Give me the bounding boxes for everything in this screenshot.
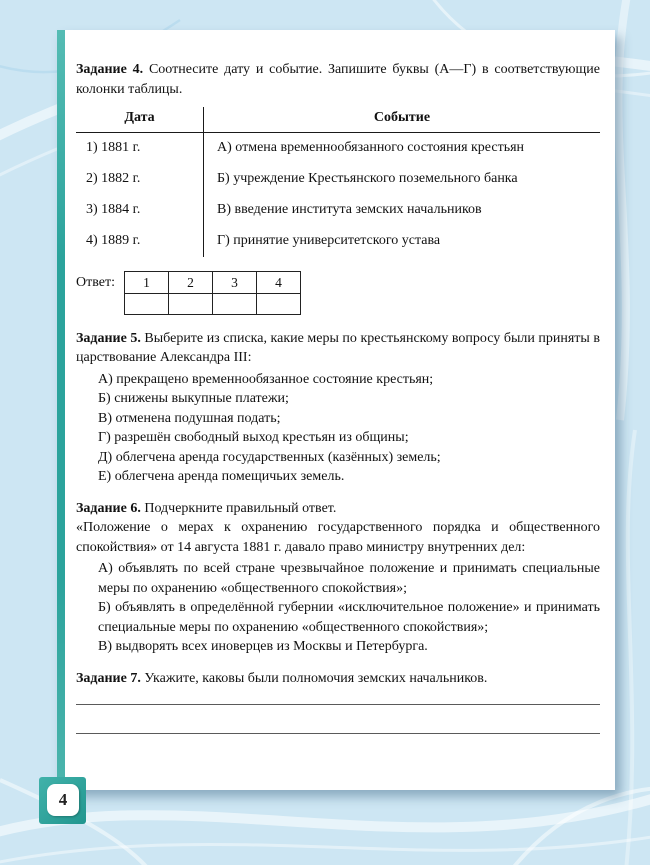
column-header-date: Дата <box>76 107 204 133</box>
answer-label: Ответ: <box>76 274 115 290</box>
answer-col-number: 3 <box>212 271 256 293</box>
page-content <box>65 30 615 790</box>
task4-title: Задание 4. <box>76 62 144 77</box>
task4-match-table <box>76 107 600 257</box>
option-item: Д) облегчена аренда государственных (казённых) земель; <box>98 449 441 465</box>
task5-options <box>76 370 600 487</box>
column-header-event: Событие <box>204 107 600 133</box>
workbook-page <box>57 30 615 790</box>
task4-answer-block <box>76 271 600 315</box>
task5-block <box>76 329 600 487</box>
answer-cell-empty <box>124 293 168 314</box>
table-row <box>76 195 600 226</box>
page-number: 4 <box>47 784 79 816</box>
answer-col-number: 1 <box>124 271 168 293</box>
task7-title: Задание 7. <box>76 670 141 686</box>
page-edge-bar <box>57 30 65 790</box>
event-cell: Б) учреждение Крестьянского поземельного банка <box>217 171 518 187</box>
event-cell: Г) принятие университетского устава <box>217 233 441 249</box>
answer-cell-empty <box>212 293 256 314</box>
date-cell: 1) 1881 г. <box>76 133 204 164</box>
task7-text: Укажите, каковы были полномочия земских начальников. <box>144 670 488 686</box>
option-item: Г) разрешён свободный выход крестьян из общины; <box>98 430 409 445</box>
answer-writing-line <box>76 704 600 705</box>
task5-heading <box>76 329 600 368</box>
event-cell: В) введение института земских начальников <box>217 202 482 218</box>
task7-block <box>76 669 600 689</box>
option-item: А) прекращено временнообязанное состояние крестьян; <box>98 371 434 387</box>
answer-grid-header-row <box>124 271 300 293</box>
answer-cell-empty <box>168 293 212 314</box>
option-item: Б) снижены выкупные платежи; <box>98 391 289 406</box>
answer-col-number: 4 <box>256 271 300 293</box>
date-cell: 4) 1889 г. <box>76 226 204 257</box>
option-item: Е) облегчена аренда помещичьих земель. <box>98 469 345 484</box>
answer-cell-empty <box>256 293 300 314</box>
task6-heading <box>76 499 600 519</box>
task6-title: Задание 6. <box>76 500 141 516</box>
task6-intro: «Положение о мерах к охранению государственного порядка и общественного спокойствия» от 14 августа 1881 г. давало право министру внутренних дел: <box>76 520 600 555</box>
task4-heading <box>76 60 600 99</box>
option-item: А) объявлять по всей стране чрезвычайное положение и принимать специальные меры по охранению «общественного спокойствия»; <box>98 561 600 596</box>
answer-col-number: 2 <box>168 271 212 293</box>
event-cell: А) отмена временнообязанного состояния крестьян <box>217 140 525 156</box>
table-row <box>76 164 600 195</box>
task6-options <box>76 559 600 657</box>
table-row <box>76 226 600 257</box>
option-item: В) выдворять всех иноверцев из Москвы и Петербурга. <box>98 639 428 654</box>
answer-grid-input-row <box>124 293 300 314</box>
task6-block <box>76 499 600 657</box>
option-item: Б) объявлять в определённой губернии «исключительное положение» и принимать специальные меры по охранению «общественного спокойствия»; <box>98 600 600 635</box>
task5-text: Выберите из списка, какие меры по крестьянскому вопросу были приняты в царствование Александра III: <box>76 330 600 365</box>
task6-text: Подчеркните правильный ответ. <box>144 500 337 516</box>
option-item: В) отменена подушная подать; <box>98 410 281 426</box>
answer-grid <box>124 271 301 315</box>
answer-writing-line <box>76 733 600 734</box>
task7-heading <box>76 669 600 689</box>
date-cell: 2) 1882 г. <box>76 164 204 195</box>
task4-text: Соотнесите дату и событие. Запишите буквы (А—Г) в соответствующие колонки таблицы. <box>76 62 600 97</box>
table-header-row <box>76 107 600 133</box>
date-cell: 3) 1884 г. <box>76 195 204 226</box>
table-row <box>76 133 600 164</box>
task5-title: Задание 5. <box>76 330 141 346</box>
